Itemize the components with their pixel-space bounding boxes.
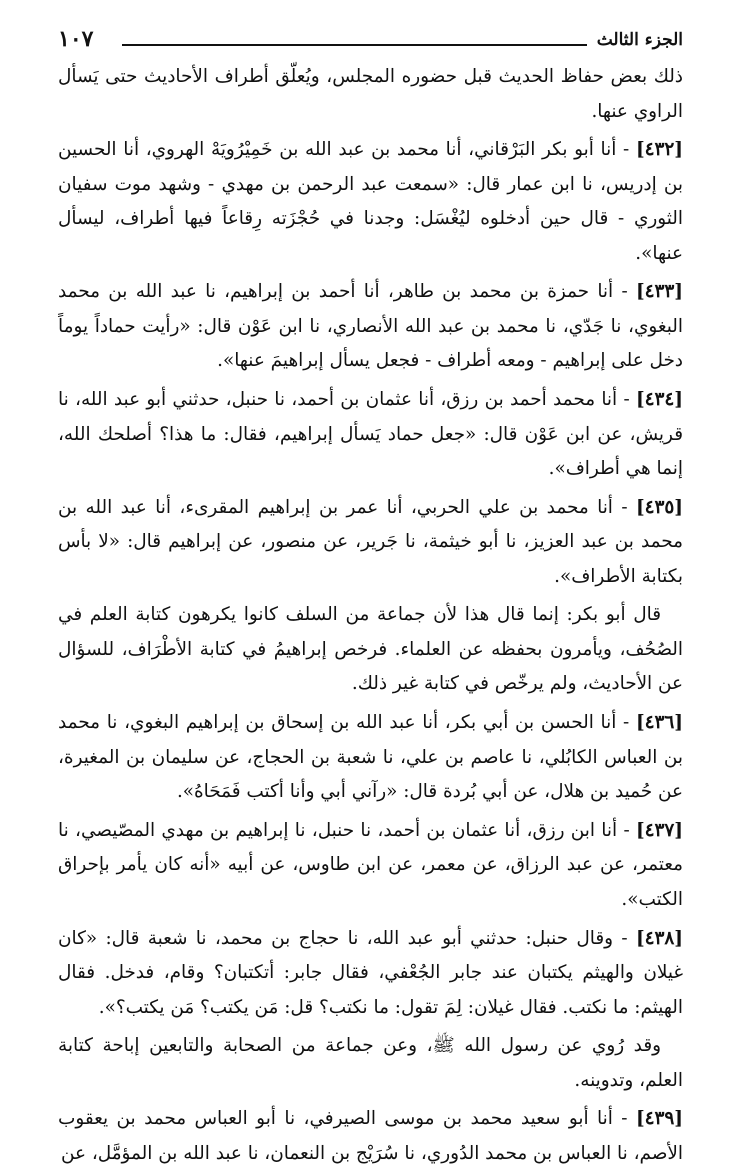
paragraph [58,275,683,379]
paragraph-text: - أنا أبو بكر البَرْقاني، أنا محمد بن عبد الله بن خَمِيْرُويَهْ الهروي، أنا الحسين بن إدريس، نا ابن عمار قال: «سمعت عبد الرحمن بن مهدي - وشهد موت سفيان الثوري - قال حين أدخلوه ليُغْسَل: وجدنا في حُجْزَته رِقاعاً فيها أطراف، ليسأل عنها». [58,139,683,264]
paragraph [58,60,683,129]
paragraph [58,598,683,702]
page-number: ١٠٧ [58,26,94,52]
hadith-number: [٤٣٣] [635,281,683,303]
paragraph-text: - أنا حمزة بن محمد بن طاهر، أنا أحمد بن إبراهيم، نا عبد الله بن محمد البغوي، نا جَدّي، نا محمد بن عبد الله الأنصاري، نا ابن عَوْن قال: «رأيت حماداً يوماً دخل على إبراهيم - ومعه أطراف - فجعل يسأل إبراهيمَ عنها». [58,281,683,372]
paragraph [58,706,683,810]
volume-title: الجزء الثالث [596,30,683,50]
running-header [58,26,683,52]
paragraph [58,491,683,595]
paragraph [58,383,683,487]
paragraph [58,133,683,271]
paragraph-text: - أنا محمد أحمد بن رزق، أنا عثمان بن أحمد، نا حنبل، حدثني أبو عبد الله، نا قريش، عن ابن عَوْن قال: «جعل حماد يَسأل إبراهيم، فقال: ما هذا؟ أصلحك الله، إنما هي أطراف». [58,389,683,480]
body-text [58,60,683,1176]
paragraph [58,1029,683,1098]
hadith-number: [٤٣٦] [635,712,683,734]
paragraph-text: - وقال حنبل: حدثني أبو عبد الله، نا حجاج بن محمد، نا شعبة قال: «كان غيلان والهيثم يكتبان عند جابر الجُعْفي، فقال جابر: أتكتبان؟ وقام، فدخل. فقال الهيثم: ما نكتب. فقال غيلان: لِمَ تقول: ما نكتب؟ قل: مَن يكتب؟ مَن يكتب؟». [58,927,683,1018]
paragraph-text: ذلك بعض حفاظ الحديث قبل حضوره المجلس، ويُعلّق أطراف الأحاديث حتى يَسأل الراوي عنها. [58,66,683,122]
paragraph [58,922,683,1026]
paragraph-text: وقد رُوي عن رسول الله ﷺ، وعن جماعة من الصحابة والتابعين إباحة كتابة العلم، وتدوينه. [58,1035,683,1091]
paragraph-text: - أنا ابن رزق، أنا عثمان بن أحمد، نا حنبل، نا إبراهيم بن مهدي المصّيصي، نا معتمر، عن عبد الرزاق، عن معمر، عن ابن طاوس، عن أبيه «أنه كان يأمر بإحراق الكتب». [58,819,683,910]
hadith-number: [٤٣٧] [635,819,683,841]
paragraph-text: - أنا محمد بن علي الحربي، أنا عمر بن إبراهيم المقرىء، أنا عبد الله بن محمد بن عبد العزيز، نا أبو خيثمة، نا جَرير، عن منصور، عن إبراهيم قال: «لا بأس بكتابة الأطراف». [58,496,683,587]
hadith-number: [٤٣٥] [635,496,683,518]
hadith-number: [٤٣٤] [635,389,683,411]
paragraph [58,814,683,918]
hadith-number: [٤٣٩] [635,1108,683,1130]
paragraph-text: - أنا أبو سعيد محمد بن موسى الصيرفي، نا أبو العباس محمد بن يعقوب الأصم، نا العباس بن محمد الدُوري، نا سُرَيْج بن النعمان، نا عبد الله بن المؤمَّل، عن [58,1108,683,1164]
paragraph-text: - أنا الحسن بن أبي بكر، أنا عبد الله بن إسحاق بن إبراهيم البغوي، نا محمد بن العباس الكابُلي، نا عاصم بن علي، نا شعبة بن الحجاج، عن سليمان بن المغيرة، عن حُميد بن هلال، عن أبي بُردة قال: «رآني أبي وأنا أكتب فَمَحَاهُ». [58,712,683,803]
paragraph [58,1102,683,1171]
hadith-number: [٤٣٢] [635,139,683,161]
header-rule [122,44,587,46]
paragraph-text: قال أبو بكر: إنما قال هذا لأن جماعة من السلف كانوا يكرهون كتابة العلم في الصُحُف، ويأمرون بحفظه عن العلماء. فرخص إبراهيمُ في كتابة الأطْرَاف، للسؤال عن الأحاديث، ولم يرخّص في كتابة غير ذلك. [58,604,683,695]
hadith-number: [٤٣٨] [635,927,683,949]
